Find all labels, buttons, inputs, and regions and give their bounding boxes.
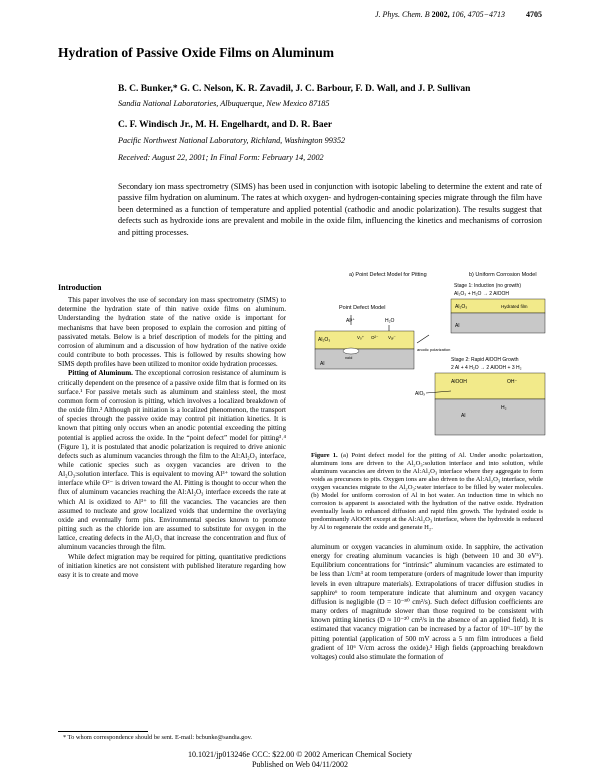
alooh-layer xyxy=(435,373,545,399)
intro-paragraph-2 xyxy=(58,369,286,552)
footnote-rule xyxy=(58,731,148,732)
anodic-label: anodic polarization xyxy=(417,347,451,352)
fig-a-title: a) Point Defect Model for Pitting xyxy=(349,272,427,278)
hydrated-label: Hydrated film xyxy=(501,304,528,309)
al-metal-b1 xyxy=(451,313,545,333)
journal-pages: 4705−4713 xyxy=(467,10,505,19)
affiliation-2: Pacific Northwest National Laboratory, Richland, Washington 99352 xyxy=(118,136,346,145)
paper-title: Hydration of Passive Oxide Films on Aluminum xyxy=(58,45,335,60)
void-label: void xyxy=(345,355,353,360)
abstract: Secondary ion mass spectrometry (SIMS) has been used in conjunction with isotopic labeling to determine the extent and rate of passive film hydration on aluminum. The rates at which oxygen- and hydrogen-containing species migrate through the film have been determined as a function of temperature and applied potential (cathodic and anodic polarization). The results suggest that defects such as hydroxide ions are prevalent and mobile in the oxide film, influencing the kinetics and mechanisms of corrosion and pitting processes. xyxy=(118,182,542,237)
journal-volume: 106, xyxy=(451,10,466,19)
al2o3-label-a: Al₂O₃ xyxy=(318,337,331,343)
figure-1-caption xyxy=(311,452,543,532)
al-metal-a xyxy=(315,349,414,369)
journal-year: 2002, xyxy=(431,10,450,19)
oh-label: OH⁻ xyxy=(507,379,518,385)
o2-label: O²⁻ xyxy=(371,335,379,340)
page-number: 4705 xyxy=(526,10,542,19)
pdm-label: Point Defect Model xyxy=(339,305,386,311)
al2o3-label-b1: Al₂O₃ xyxy=(455,304,468,310)
h2-label: H₂ xyxy=(501,405,507,411)
intro-paragraph-1: This paper involves the use of secondary ion mass spectrometry (SIMS) to determine the hydration state of thin native oxide films on aluminum. Understanding the hydration state of the native oxide is important for mechanisms that have been proposed to explain the corrosion and pitting of passivated metals. Below is a brief description of models for the pitting and corrosion of aluminum and a discussion of how hydration of the native oxide could contribute to both processes. This is followed by results showing how SIMS depth profiles have been utilized to monitor oxide hydration processes. xyxy=(58,296,286,369)
al-label-b1: Al xyxy=(455,323,460,329)
al-label-b2: Al xyxy=(461,413,466,419)
val-label: Vₐₗ⁻ xyxy=(388,335,396,340)
al-metal-b2 xyxy=(435,399,545,435)
void-shape xyxy=(343,348,359,354)
right-column-text: aluminum or oxygen vacancies in aluminum oxide. In sapphire, the activation energy for creating aluminum vacancies is high (between 10 and 30 eV⁵). Equilibrium concentrations for “intrinsic” aluminum vacancies are estimated to be less than 1/cm³ at room temperature (orders of magnitude lower than impurity levels in even ultrapure materials). Extrapolations of tracer diffusion studies in sapphire⁶ to room temperature indicate that aluminum and oxygen vacancy diffusion is negligible (D = 10⁻⁸⁰ cm²/s). Such defect diffusion coefficients are many orders of magnitude slower than those required to be consistent with known pitting kinetics (D ≈ 10⁻²⁰ cm²/s in the absence of an applied field). It is estimated that vacancy migration can be increased by a factor of 10⁶–10⁷ by the pitting potential (application of 500 mV across a 5 nm film introduces a field gradient of 10⁶ V/cm across the oxide).³ High fields (approaching breakdown voltages) could also stimulate the formation of xyxy=(311,543,543,661)
journal-citation xyxy=(0,10,505,19)
fig-b-title: b) Uniform Corrosion Model xyxy=(469,272,537,278)
al3-label: Al³⁺ xyxy=(346,318,355,324)
intro-heading: Introduction xyxy=(58,283,102,292)
stage2-equation: 2 Al + 4 H₂O → 2 AlOOH + 3 H₂ xyxy=(451,365,522,371)
stage2-label: Stage 2: Rapid AlOOH Growth xyxy=(451,357,519,363)
anodic-arrow xyxy=(417,335,429,343)
al-label-a: Al xyxy=(320,361,325,367)
left-column xyxy=(58,283,286,580)
pitting-heading: Pitting of Aluminum. xyxy=(68,369,133,378)
pitting-text: The exceptional corrosion resistance of aluminum is critically dependent on the presence of a passive oxide film that is formed on its surface.¹ For passive metals such as aluminum and stainless steel, the most common form of corrosion is pitting, which involves a localized breakdown of the oxide film.² Although pit initiation is a localized phenomenon, the transport of species through the passive oxide may control pit initiation kinetics. It is known that pitting only occurs when an anodic potential exceeding the pitting potential is applied across the oxide. In the “point defect” model for pitting³˒⁴ (Figure 1), it is postulated that anodic polarization is required to drive anionic defects such as aluminum vacancies through the film to the Al:Al₂O₃ interface, while cationic species such as oxygen vacancies are driven to the Al₂O₃:solution interface. This is equivalent to moving Al³⁺ toward the solution interface while O²⁻ is driven toward the Al. Pitting is thought to occur when the flux of aluminum vacancies reaching the Al:Al₂O₃ interface exceeds the rate at which Al is oxidized to Al³⁺ to fill the vacancies. The vacancies are then assumed to nucleate and grow localized voids that undermine the overlaying oxide and eventually form pits. Environmental species known to promote pitting such as the chloride ion are assumed to substitute for oxygen in the lattice, creating defects in the Al₂O₃ that increase the concentration and flux of aluminum vacancies through the film. xyxy=(58,369,286,552)
authors-group-1: B. C. Bunker,* G. C. Nelson, K. R. Zavadil, J. C. Barbour, F. D. Wall, and J. P. Sullivan xyxy=(118,84,471,94)
caption-text: (a) Point defect model for the pitting of Al. Under anodic polarization, aluminum ions are driven to the Al₂O₃:solution interface and into solution, while aluminum vacancies are driven to the Al:Al₂O₃ interface where they aggregate to form voids as precursors to pits. Oxygen ions are also driven to the Al:Al₂O₃ interface, while oxygen vacancies migrate to the Al₂O₃:water interface to be filled by water molecules. (b) Model for uniform corrosion of Al in hot water. An induction time in which no corrosion is apparent is associated with the hydration of the native oxide. Hydration eventually leads to enhanced diffusion and rapid film growth. The hydrated oxide is predominantly AlOOH except at the Al:Al₂O₃ interface, where the hydroxide is reduced by Al to regenerate the oxide and generate H₂. xyxy=(311,452,544,532)
received-dates: Received: August 22, 2001; In Final Form: February 14, 2002 xyxy=(118,153,324,162)
alo-label: AlOₓ xyxy=(415,391,425,397)
stage1-equation: Al₂O₃ + H₂O → 2 AlOOH xyxy=(454,291,509,297)
authors-group-2: C. F. Windisch Jr., M. H. Engelhardt, and D. R. Baer xyxy=(118,120,333,130)
alooh-label: AlOOH xyxy=(451,379,467,385)
affiliation-1: Sandia National Laboratories, Albuquerque, New Mexico 87185 xyxy=(118,99,330,108)
doi-line: 10.1021/jp013246e CCC: $22.00 © 2002 American Chemical Society xyxy=(187,750,413,759)
published-date: Published on Web 04/11/2002 xyxy=(251,760,349,769)
intro-paragraph-3: While defect migration may be required for pitting, quantitative predictions of initiation kinetics are not consistent with published literature regarding how easy it is to create and move xyxy=(58,552,286,579)
journal-name: J. Phys. Chem. B xyxy=(374,10,430,19)
stage1-label: Stage 1: Induction (no growth) xyxy=(454,283,521,289)
vo-label: Vₒ⁺ xyxy=(357,335,365,340)
footnote: * To whom correspondence should be sent. E-mail: bcbunke@sandia.gov. xyxy=(63,734,252,741)
caption-label: Figure 1. xyxy=(311,452,338,459)
h2o-label: H₂O xyxy=(385,318,395,324)
figure-1 xyxy=(311,269,547,445)
